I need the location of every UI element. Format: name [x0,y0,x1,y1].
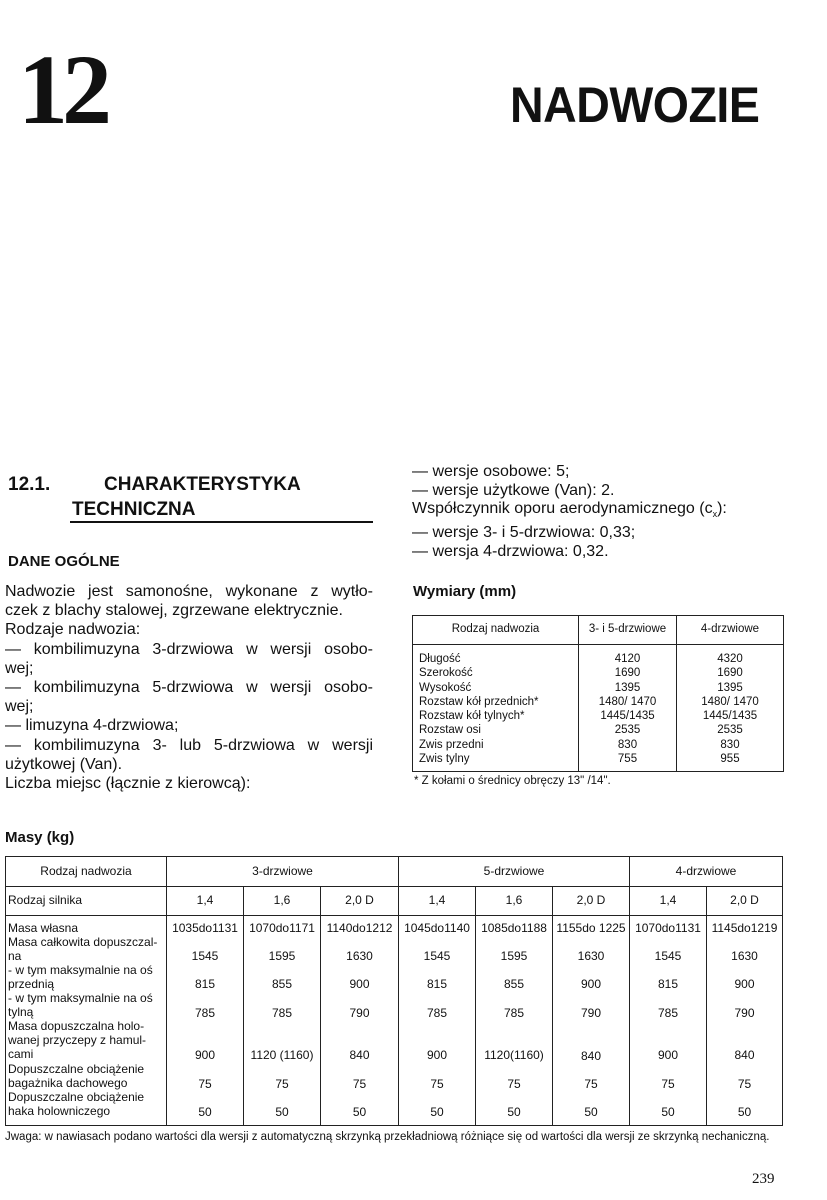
table-cell: 855 [271,977,293,991]
table-cell: 1545 [191,949,219,963]
table-cell: Rozstaw kół tylnych* [419,710,525,723]
table-cell: 785 [503,1006,525,1020]
table-cell: 50 [584,1105,598,1119]
engine-type-label: Rodzaj silnika [8,893,83,907]
table-cell: 840 [580,1049,602,1063]
table-cell: 790 [580,1006,602,1020]
table-cell: 785 [426,1006,448,1020]
engine-header: 2,0 D [730,893,759,907]
table-cell: 815 [194,977,216,991]
table-cell: 785 [271,1006,293,1020]
table-header: 4-drzwiowe [700,623,760,635]
table-cell: 1630 [577,949,605,963]
table-cell: 855 [503,977,525,991]
table-cell: 785 [657,1006,679,1020]
table-header: Rodzaj nadwozia [451,623,540,635]
dimensions-col-4-door [677,652,783,766]
row-label: Dopuszczalne obciążenie bagażnika dachowego [8,1062,145,1090]
text-line: Liczba miejsc (łącznie z kierowcą): [5,775,251,793]
table-cell: 900 [349,977,370,991]
table-cell: Szerokość [419,667,473,680]
engine-header: 1,4 [196,893,214,907]
table-cell: 840 [734,1048,755,1062]
table-cell: 900 [426,1048,448,1062]
masses-table [5,856,783,1126]
table-cell: 815 [657,977,679,991]
section-title-line2: TECHNICZNA [72,499,196,520]
table-cell: 1085do1188 [481,921,547,935]
text-line: — kombilimuzyna 3-drzwiowa w wersji osobo- [5,640,373,658]
group-header: 5-drzwiowe [483,864,545,878]
table-cell: 75 [430,1077,444,1091]
table-cell: 955 [720,753,740,766]
general-description [5,582,373,793]
table-cell: 900 [657,1048,679,1062]
table-cell: 1480/ 1470 [701,695,759,708]
table-cell: 1070do1171 [249,921,315,935]
table-cell: 900 [580,977,602,991]
text-line: Rodzaje nadwozia: [5,621,141,639]
table-cell: 755 [617,753,638,766]
table-cell: 4320 [717,653,743,665]
table-cell: 75 [352,1077,367,1091]
body-type-label: Rodzaj nadwozia [40,864,132,878]
table-cell: 50 [507,1105,521,1119]
dimensions-col-3-5-door [579,652,676,766]
table-cell: 75 [198,1077,212,1091]
table-cell: 785 [194,1006,216,1020]
row-label: - w tym maksymalnie na oś tylną [8,991,153,1019]
table-cell: 50 [661,1105,675,1119]
table-cell: 1395 [614,681,641,694]
table-cell: 50 [198,1105,212,1119]
table-cell: 1395 [717,681,743,694]
group-header: 3-drzwiowe [252,864,313,878]
text-line: — kombilimuzyna 3- lub 5-drzwiowa w wersji [5,736,373,754]
table-cell: 50 [275,1105,289,1119]
dimensions-labels [419,652,577,766]
group-header: 4-drzwiowe [675,864,737,878]
table-cell: 2535 [614,724,641,737]
table-header: 3- i 5-drzwiowe [588,623,667,635]
section-number: 12.1. [8,474,51,495]
table-cell: 1545 [423,949,451,963]
table-cell: 1630 [731,949,758,963]
engine-header: 1,4 [428,893,446,907]
table-cell: 900 [194,1048,216,1062]
dimensions-footnote: * Z kołami o średnicy obręczy 13" /14". [414,775,611,787]
row-label: Masa dopuszczalna holo- wanej przyczepy z hamul- cami [8,1019,147,1061]
table-cell: Zwis tylny [419,753,470,766]
engine-header: 1,4 [659,893,677,907]
text-line: — wersje użytkowe (Van): 2. [412,481,615,499]
table-cell: 1445/1435 [600,710,655,723]
engine-header: 2,0 D [345,893,374,907]
section-heading [8,472,374,522]
table-cell: 1045do1140 [404,921,470,935]
text-line: — wersja 4-drzwiowa: 0,32. [412,542,609,560]
table-cell: 50 [430,1105,444,1119]
text-line: Nadwozie jest samonośne, wykonane z wytło- [5,583,373,600]
text-line: — kombilimuzyna 5-drzwiowa w wersji osobo- [5,679,373,697]
table-cell: 2535 [717,724,743,737]
table-cell: 1035do1131 [172,921,238,935]
table-cell: 1155do 1225 [556,921,626,935]
table-cell: 790 [349,1006,370,1020]
table-cell: 75 [661,1077,675,1091]
table-cell: 840 [349,1048,370,1062]
table-cell: Zwis przedni [419,738,484,751]
text-line: wej; [5,698,34,716]
table-cell: 815 [426,977,448,991]
dimensions-table [412,615,784,772]
table-cell: Długość [419,653,461,665]
table-cell: 75 [584,1077,598,1091]
table-cell: 1070do1131 [635,921,701,935]
table-cell: Rozstaw osi [419,724,481,737]
section-title-line1: CHARAKTERYSTYKA [104,474,301,495]
masses-note: Jwaga: w nawiasach podano wartości dla wersji z automatyczną skrzynką przekładniową różniące się od wartości dla wersji ze skrzynką nechaniczną. [5,1131,770,1143]
text-line: czek z blachy stalowej, zgrzewane elektrycznie. [5,602,343,620]
table-cell: 1690 [717,667,743,680]
general-description-continued [412,463,772,561]
text-line: — limuzyna 4-drzwiowa; [5,717,179,735]
text-line: — wersje osobowe: 5; [412,463,570,480]
table-cell: 1545 [654,949,682,963]
table-cell: 75 [737,1077,752,1091]
text-line: użytkowej (Van). [5,755,123,773]
drag-coefficient-line: Współczynnik oporu aerodynamicznego $(c_x)$: [412,500,727,520]
dimensions-title: Wymiary (mm) [413,583,517,600]
table-cell: 50 [352,1105,367,1119]
table-cell: 830 [720,738,740,751]
table-cell: 1630 [346,949,373,963]
engine-header: 1,6 [273,893,291,907]
text-line: — wersje 3- i 5-drzwiowa: 0,33; [412,523,636,541]
engine-header: 2,0 D [576,893,606,907]
row-label: Dopuszczalne obciążenie haka holowniczego [8,1090,145,1118]
table-cell: 1595 [500,949,528,963]
table-cell: 75 [275,1077,289,1091]
table-cell: 830 [617,738,638,751]
table-cell: 4120 [614,653,641,665]
engine-header: 1,6 [505,893,523,907]
page-number: 239 [752,1171,775,1187]
table-cell: 1120 (1160) [250,1048,314,1062]
table-cell: 790 [734,1006,755,1020]
row-label: Masa własna [8,921,79,935]
table-cell: 900 [734,977,755,991]
section-underline [70,521,373,523]
table-cell: 1120(1160) [484,1048,544,1062]
table-cell: 1140do1212 [326,921,393,935]
table-cell: Rozstaw kół przednich* [419,695,539,708]
chapter-title: NADWOZIE [510,77,760,133]
table-cell: 1445/1435 [702,710,758,723]
general-data-heading: DANE OGÓLNE [8,553,120,570]
row-label: Masa całkowita dopuszczal- na [8,935,158,963]
row-label: - w tym maksymalnie na oś przednią [8,963,153,991]
table-cell: 1690 [614,667,641,680]
table-cell: 1595 [268,949,296,963]
chapter-number: 12 [18,34,106,145]
text-line: wej; [5,659,34,677]
table-cell: 1145do1219 [711,921,778,935]
table-cell: 50 [737,1105,752,1119]
table-cell: 75 [507,1077,521,1091]
table-cell: 1480/ 1470 [598,695,657,708]
masses-title: Masy (kg) [5,829,75,846]
table-cell: Wysokość [419,681,472,694]
